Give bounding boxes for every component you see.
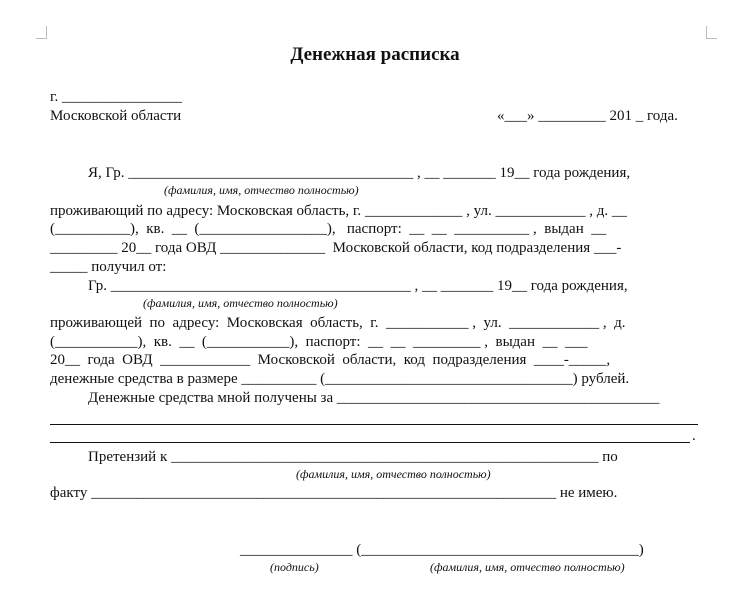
claims-line: Претензий к _________________________________________________________ по <box>88 449 618 465</box>
claims-name-hint: (фамилия, имя, отчество полностью) <box>296 467 491 481</box>
date-line: «___» _________ 201 _ года. <box>497 108 678 124</box>
signature-hint: (подпись) <box>270 560 319 574</box>
payer-name-hint: (фамилия, имя, отчество полностью) <box>143 296 338 310</box>
payer-name-line: Гр. ________________________________________ , __ _______ 19__ года рождения, <box>88 278 628 294</box>
purpose-line: Денежные средства мной получены за ___________________________________________ <box>88 390 660 406</box>
receiver-passport-line: (__________), кв. __ (_________________), паспорт: __ __ __________ , выдан __ <box>50 221 607 237</box>
receiver-name-line: Я, Гр. ______________________________________ , __ _______ 19__ года рождения, <box>88 165 631 181</box>
receiver-address-line: проживающий по адресу: Московская область, г. _____________ , ул. ____________ , д. __ <box>50 203 627 219</box>
page-corner-mark-right <box>706 26 717 39</box>
amount-line: денежные средства в размере __________ (_________________________________) рублей. <box>50 371 630 387</box>
city-line: г. ________________ <box>50 89 182 105</box>
payer-issued-line: 20__ года ОВД ____________ Московской области, код подразделения ____-_____, <box>50 352 611 368</box>
signature-name-hint: (фамилия, имя, отчество полностью) <box>430 560 625 574</box>
purpose-blank-line-1 <box>50 424 698 425</box>
receiver-issued-line: _________ 20__ года ОВД ______________ Московской области, код подразделения ___- <box>50 240 622 256</box>
receiver-name-hint: (фамилия, имя, отчество полностью) <box>164 183 359 197</box>
purpose-end-dot: . <box>692 428 696 444</box>
region-line: Московской области <box>50 108 182 124</box>
payer-address-line: проживающей по адресу: Московская область, г. ___________ , ул. ____________ , д. <box>50 315 626 331</box>
signature-line: _______________ (_____________________________________) <box>240 542 644 558</box>
claims-fact-line: факту ______________________________________________________________ не имею. <box>50 485 618 501</box>
document-title: Денежная расписка <box>290 44 460 65</box>
received-from-line: _____ получил от: <box>50 259 167 275</box>
payer-passport-line: (___________), кв. __ (___________), паспорт: __ __ _________ , выдан __ ___ <box>50 334 588 350</box>
purpose-blank-line-2 <box>50 442 690 443</box>
page-corner-mark-left <box>36 26 47 39</box>
